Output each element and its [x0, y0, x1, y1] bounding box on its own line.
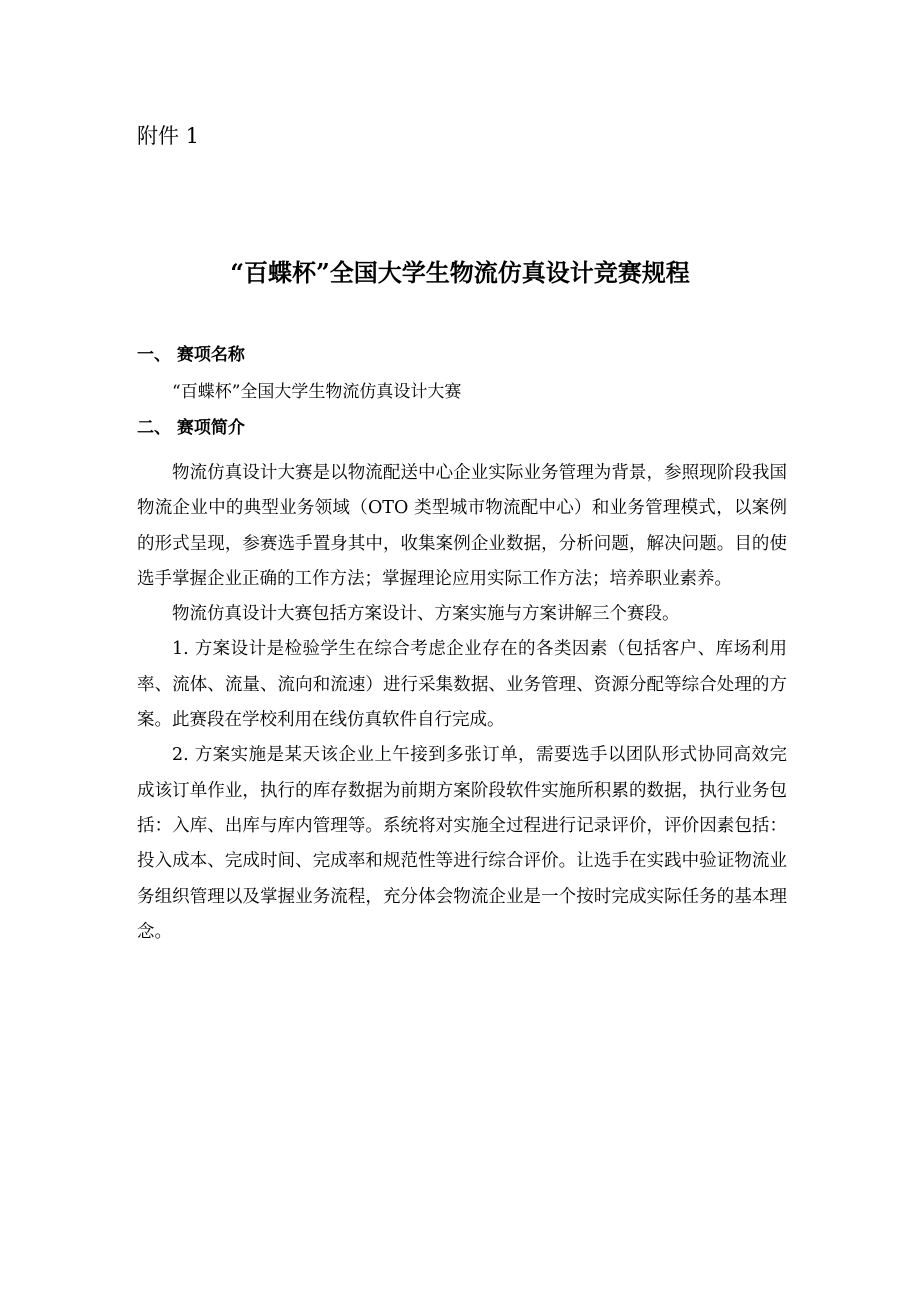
document-title: “百蝶杯”全国大学生物流仿真设计竞赛规程: [230, 258, 690, 287]
section-heading-event-name: 一、 赛项名称: [137, 345, 245, 365]
paragraph-stages: 物流仿真设计大赛包括方案设计、方案实施与方案讲解三个赛段。: [172, 604, 680, 625]
event-name-text: “百蝶杯”全国大学生物流仿真设计大赛: [172, 382, 462, 402]
paragraph-plan-implementation: 2. 方案实施是某天该企业上午接到多张订单，需要选手以团队形式协同高效完成该订单作业，执行的库存数据为前期方案阶段软件实施所积累的数据，执行业务包括：入库、出库与库内管理等。系统将对实施全过程进行记录评价，评价因素包括：投入成本、完成时间、完成率和规范性等进行综合评价。让选手在实践中验证物流业务组织管理以及掌握业务流程，充分体会物流企业是一个按时完成实际任务的基本理念。: [137, 745, 787, 942]
section-heading-event-intro: 二、 赛项简介: [137, 418, 245, 438]
paragraph-intro: 物流仿真设计大赛是以物流配送中心企业实际业务管理为背景，参照现阶段我国物流企业中的典型业务领域（OTO 类型城市物流配中心）和业务管理模式，以案例的形式呈现，参赛选手置身其中，收集案例企业数据，分析问题，解决问题。目的使选手掌握企业正确的工作方法；掌握理论应用实际工作方法；培养职业素养。: [137, 463, 787, 589]
section-body-event-intro: [137, 456, 787, 950]
attachment-label: 附件 1: [137, 124, 200, 148]
paragraph-plan-design: 1. 方案设计是检验学生在综合考虑企业存在的各类因素（包括客户、库场利用率、流体、流量、流向和流速）进行采集数据、业务管理、资源分配等综合处理的方案。此赛段在学校利用在线仿真软件自行完成。: [137, 639, 787, 731]
